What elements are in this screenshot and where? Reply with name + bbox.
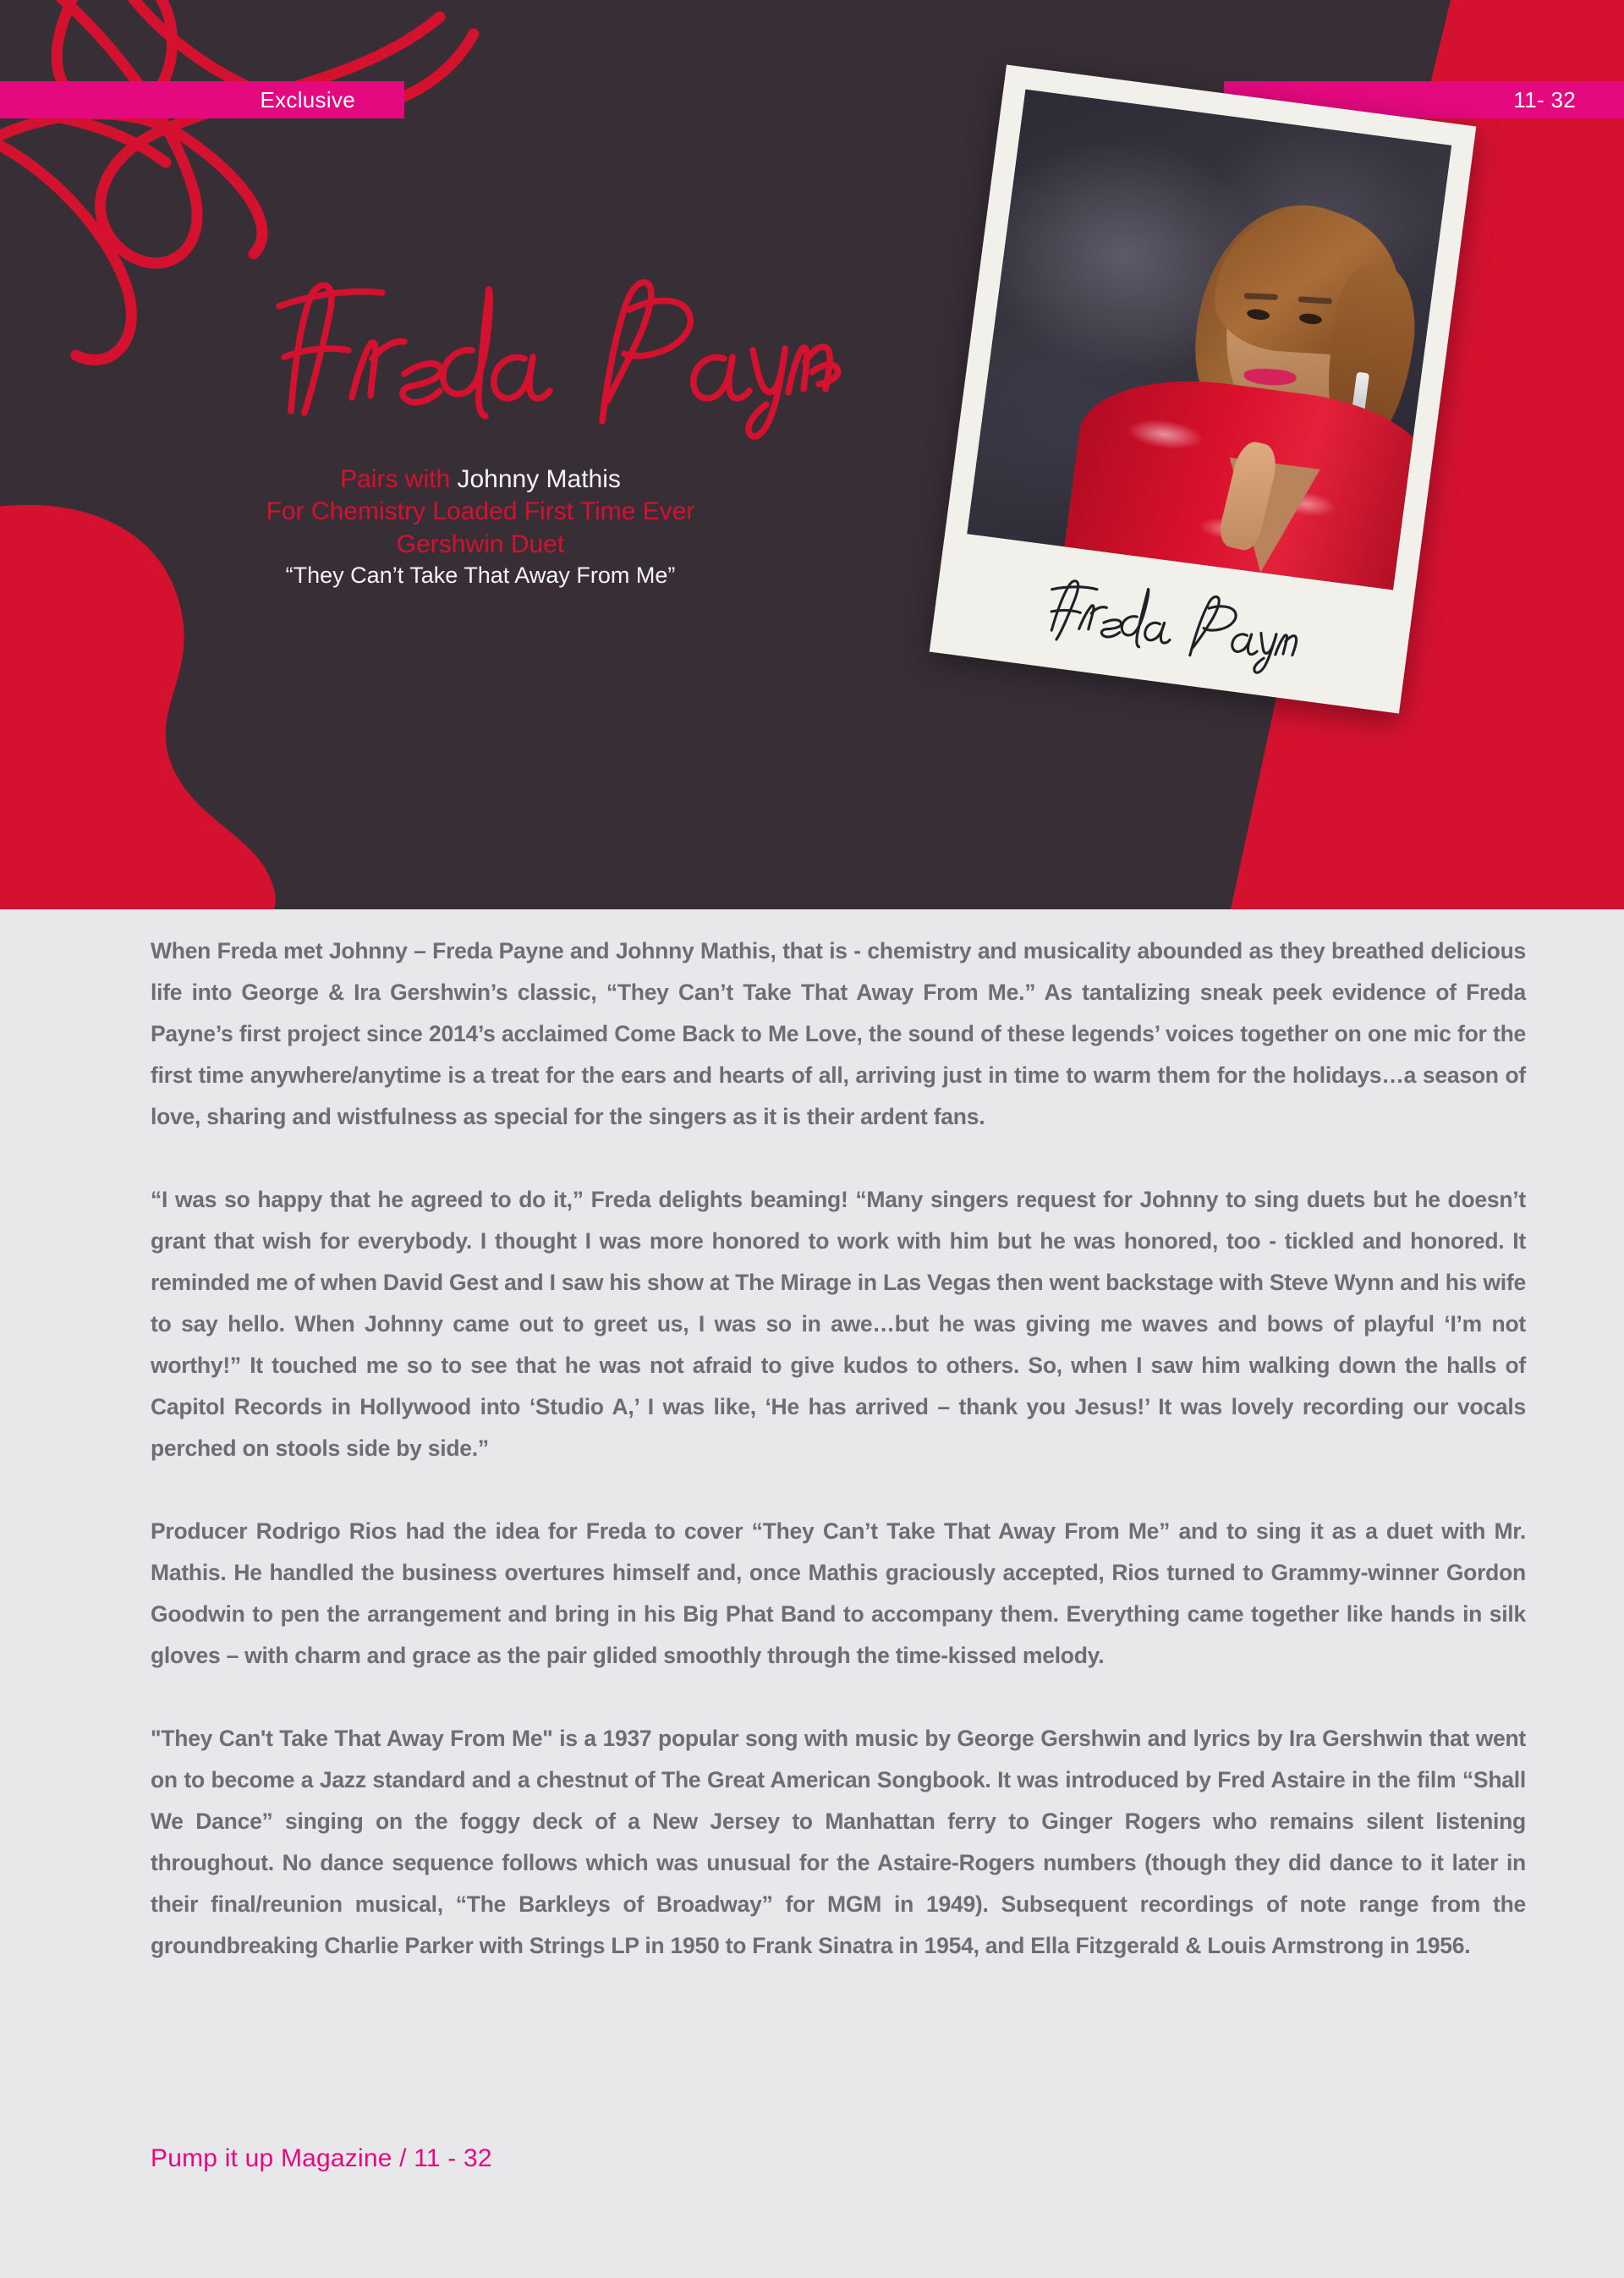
hero-subtitle-line-2: For Chemistry Loaded First Time Ever — [266, 497, 695, 526]
hero-subtitle-line-3: Gershwin Duet — [396, 530, 565, 558]
footer-publication-name: Pump it up Magazine — [151, 2144, 392, 2172]
article-paragraph-1: When Freda met Johnny – Freda Payne and Johnny Mathis, that is - chemistry and musicality abounded as they breathed delicious life into George & Ira Gershwin’s classic, “They Can’t Take That Away From Me.” As tantalizing sneak peek evidence of Freda Payne’s first project since 2014’s acclaimed Come Back to Me Love, the sound of these legends’ voices together on one mic for the first time anywhere/anytime is a treat for the ears and hearts of all, arriving just in time to warm them for the holidays…a season of love, sharing and wistfulness as special for the singers as it is their ardent fans. — [151, 938, 1526, 1129]
hero-subtitle-pairs-with: Pairs with — [340, 465, 458, 493]
artist-script-title — [271, 269, 846, 430]
hero-subtitle-song-title: “They Can’t Take That Away From Me” — [285, 563, 676, 589]
page-footer — [151, 2144, 492, 2173]
article-paragraph-2: “I was so happy that he agreed to do it,” Freda delights beaming! “Many singers request for Johnny to sing duets but he doesn’t grant that wish for everybody. I thought I was more honored to work with him but he was honored, too - tickled and honored. It reminded me of when David Gest and I saw his show at The Mirage in Las Vegas then went backstage with Steve Wynn and his wife to say hello. When Johnny came out to greet us, I was so in awe…but he was giving me waves and bows of playful ‘I’m not worthy!” It touched me so to see that he was not afraid to give kudos to others. So, when I saw him walking down the halls of Capitol Records in Hollywood into ‘Studio A,’ I was like, ‘He has arrived – thank you Jesus!’ It was lovely recording our vocals perched on stools side by side.” — [151, 1187, 1526, 1461]
article-paragraph-4: "They Can't Take That Away From Me" is a 1937 popular song with music by George Gershwin and lyrics by Ira Gershwin that went on to become a Jazz standard and a chestnut of The Great American Songbook. It was introduced by Fred Astaire in the film “Shall We Dance” singing on the foggy deck of a New Jersey to Manhattan ferry to Ginger Rogers who remains silent listening throughout. No dance sequence follows which was unusual for the Astaire-Rogers numbers (though they did dance to it later in their final/reunion musical, “The Barkleys of Broadway” for MGM in 1949). Subsequent recordings of note range from the groundbreaking Charlie Parker with Strings LP in 1950 to Frank Sinatra in 1954, and Ella Fitzgerald & Louis Armstrong in 1956. — [151, 1726, 1526, 1958]
artist-portrait-photo — [967, 90, 1451, 590]
footer-page-reference: / 11 - 32 — [392, 2144, 492, 2172]
article-text-column — [151, 930, 1526, 1975]
exclusive-badge — [0, 81, 404, 118]
artist-script-title-svg — [271, 269, 846, 430]
polaroid-signature-svg — [1041, 567, 1303, 677]
hero-section — [0, 0, 1624, 909]
exclusive-badge-label: Exclusive — [260, 86, 355, 113]
polaroid-photo-frame — [930, 64, 1477, 713]
hero-subtitle-block — [184, 464, 776, 590]
page-number-badge-label: 11- 32 — [1513, 86, 1576, 113]
article-paragraph-3: Producer Rodrigo Rios had the idea for Freda to cover “They Can’t Take That Away From Me” and to sing it as a duet with Mr. Mathis. He handled the business overtures himself and, once Mathis graciously accepted, Rios turned to Grammy-winner Gordon Goodwin to pen the arrangement and bring in his Big Phat Band to accompany them. Everything came together like hands in silk gloves – with charm and grace as the pair glided smoothly through the time-kissed melody. — [151, 1518, 1526, 1668]
hero-subtitle-partner-name: Johnny Mathis — [457, 465, 621, 493]
hero-subtitle-line-1 — [184, 464, 776, 496]
